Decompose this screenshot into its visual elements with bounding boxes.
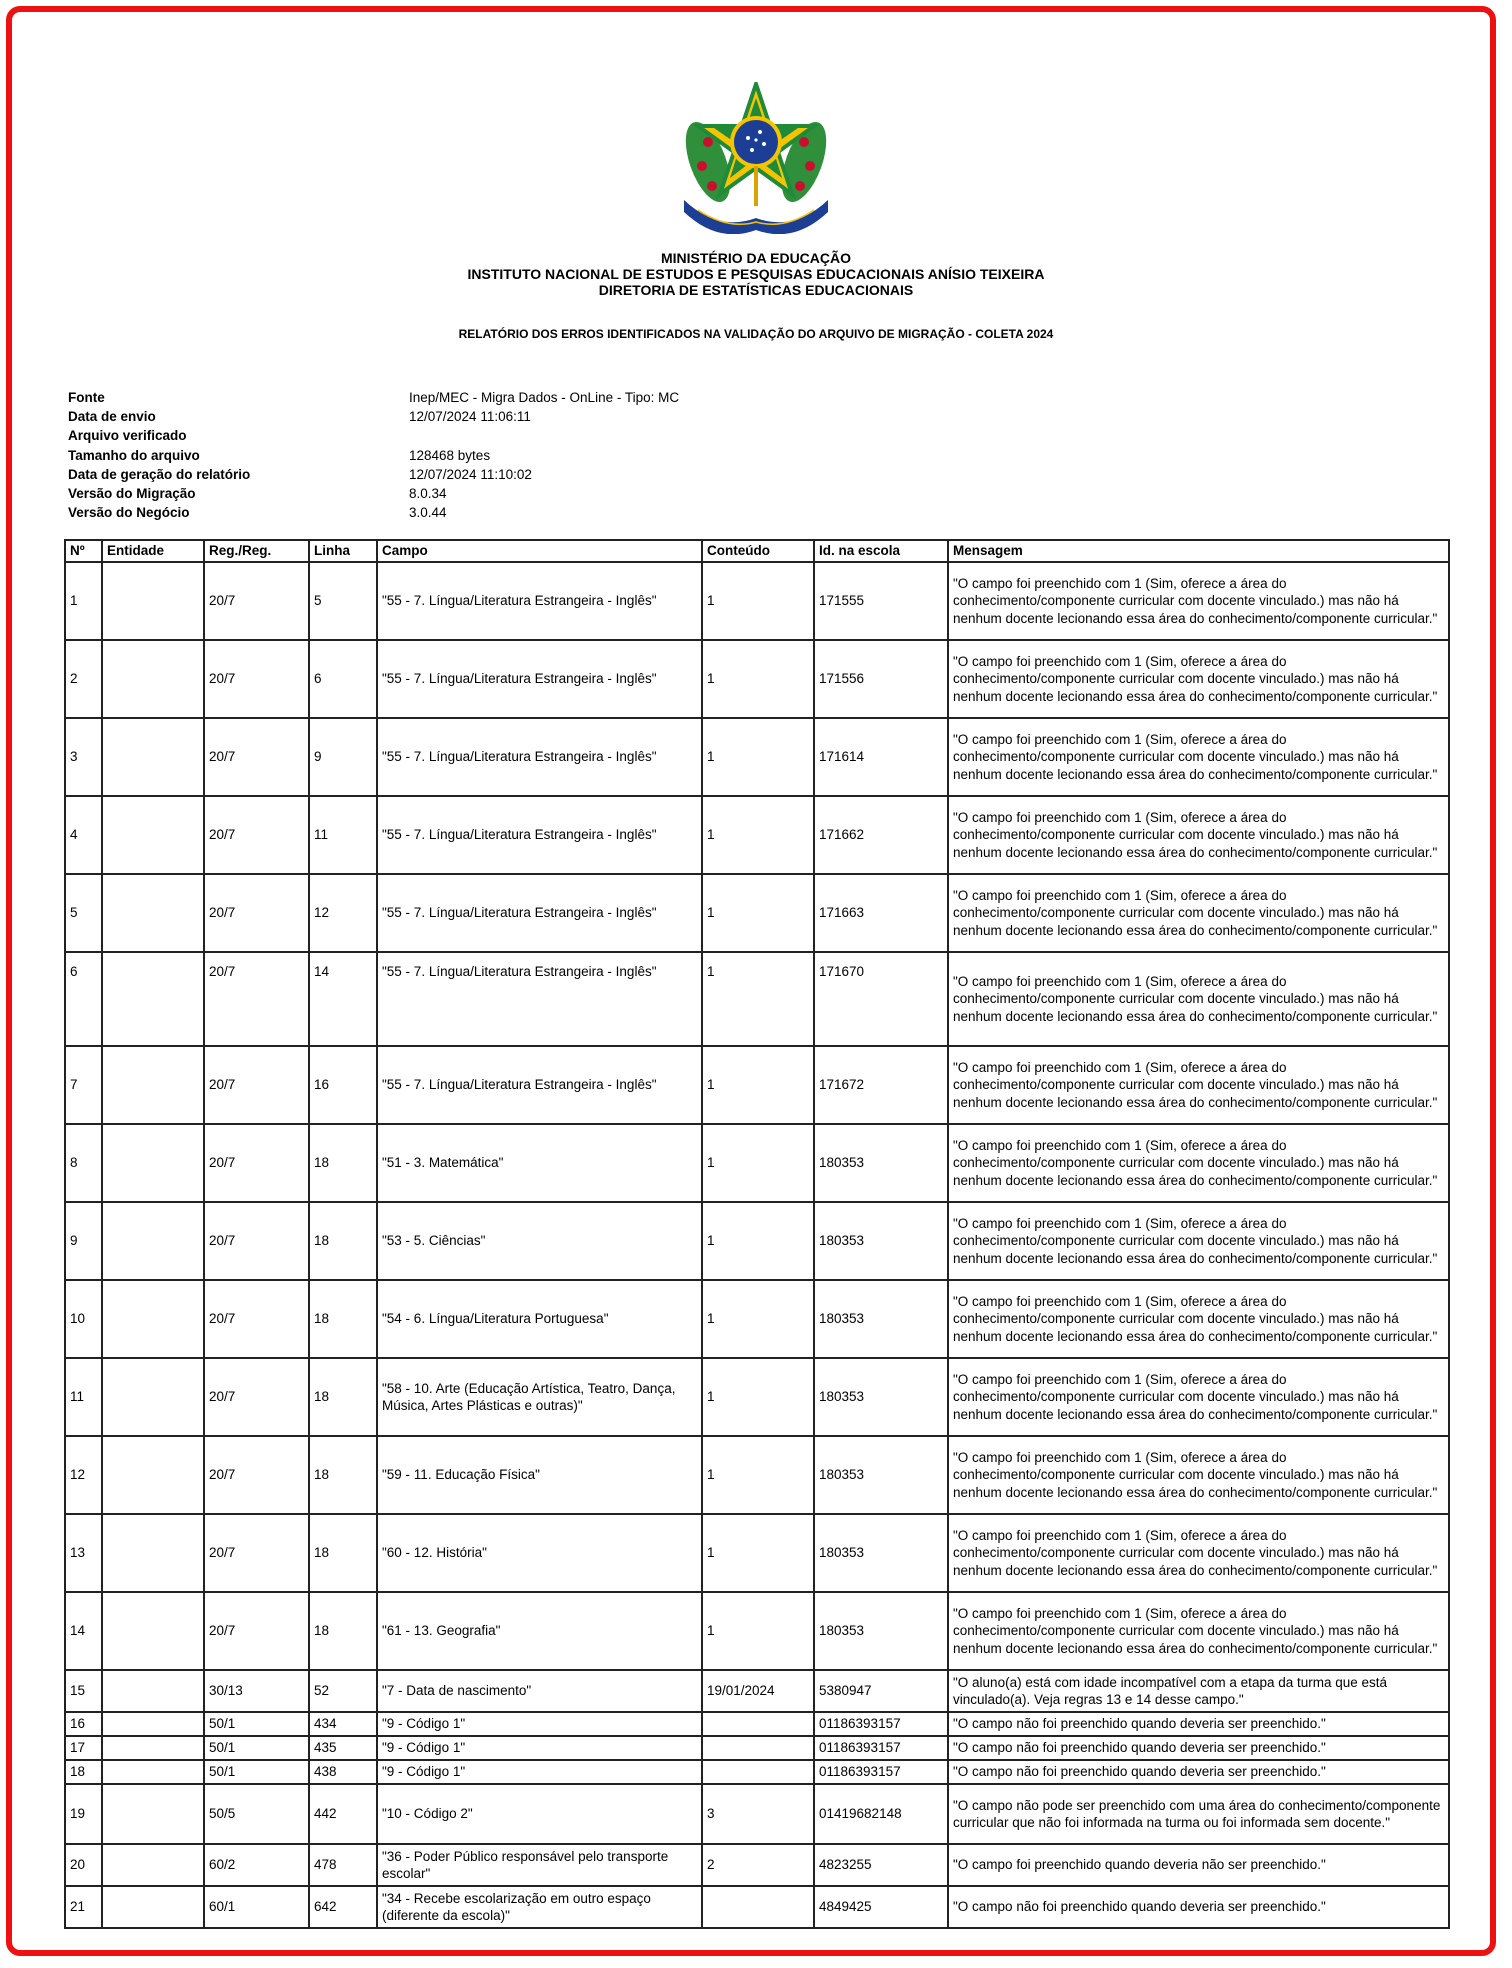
message-cell: "O campo não foi preenchido quando deveria ser preenchido." <box>948 1712 1449 1736</box>
report-metadata <box>68 388 679 522</box>
meta-row <box>68 426 679 445</box>
content-cell: 1 <box>702 1358 814 1436</box>
row-number: 3 <box>65 718 102 796</box>
record-cell: 20/7 <box>204 1514 309 1592</box>
record-cell: 50/1 <box>204 1760 309 1784</box>
line-cell: 438 <box>309 1760 377 1784</box>
directorate-name: DIRETORIA DE ESTATÍSTICAS EDUCACIONAIS <box>598 282 914 298</box>
field-cell: "58 - 10. Arte (Educação Artística, Teatro, Dança, Música, Artes Plásticas e outras)" <box>377 1358 702 1436</box>
table-row <box>65 1280 1449 1358</box>
errors-table <box>64 539 1450 1929</box>
meta-value: Inep/MEC - Migra Dados - OnLine - Tipo: MC <box>409 390 680 405</box>
content-cell: 1 <box>702 1592 814 1670</box>
content-cell <box>702 1886 814 1928</box>
content-cell: 3 <box>702 1784 814 1844</box>
line-cell: 18 <box>309 1202 377 1280</box>
school-id-cell: 4849425 <box>814 1886 948 1928</box>
table-row <box>65 1784 1449 1844</box>
field-cell: "55 - 7. Língua/Literatura Estrangeira - Inglês" <box>377 796 702 874</box>
record-cell: 20/7 <box>204 952 309 1046</box>
table-row <box>65 1670 1449 1712</box>
line-cell: 12 <box>309 874 377 952</box>
line-cell: 16 <box>309 1046 377 1124</box>
table-row <box>65 1736 1449 1760</box>
message-cell: "O campo foi preenchido com 1 (Sim, oferece a área do conhecimento/componente curricular com docente vinculado.) mas não há nenhum docente lecionando essa área do conhecimento/componente curricular." <box>948 562 1449 640</box>
row-number: 20 <box>65 1844 102 1886</box>
entity-cell <box>102 1592 204 1670</box>
school-id-cell: 180353 <box>814 1436 948 1514</box>
field-cell: "60 - 12. História" <box>377 1514 702 1592</box>
record-cell: 50/1 <box>204 1736 309 1760</box>
meta-row <box>68 465 679 484</box>
record-cell: 20/7 <box>204 796 309 874</box>
record-cell: 60/1 <box>204 1886 309 1928</box>
column-header: Nº <box>65 540 102 562</box>
record-cell: 20/7 <box>204 640 309 718</box>
line-cell: 9 <box>309 718 377 796</box>
content-cell <box>702 1712 814 1736</box>
school-id-cell: 180353 <box>814 1358 948 1436</box>
table-row <box>65 1592 1449 1670</box>
record-cell: 20/7 <box>204 718 309 796</box>
school-id-cell: 171670 <box>814 952 948 1046</box>
school-id-cell: 4823255 <box>814 1844 948 1886</box>
field-cell: "55 - 7. Língua/Literatura Estrangeira - Inglês" <box>377 874 702 952</box>
field-cell: "9 - Código 1" <box>377 1712 702 1736</box>
message-cell: "O campo foi preenchido com 1 (Sim, oferece a área do conhecimento/componente curricular com docente vinculado.) mas não há nenhum docente lecionando essa área do conhecimento/componente curricular." <box>948 718 1449 796</box>
content-cell: 1 <box>702 874 814 952</box>
line-cell: 11 <box>309 796 377 874</box>
message-cell: "O aluno(a) está com idade incompatível com a etapa da turma que está vinculado(a). Veja regras 13 e 14 desse campo." <box>948 1670 1449 1712</box>
row-number: 9 <box>65 1202 102 1280</box>
content-cell: 19/01/2024 <box>702 1670 814 1712</box>
content-cell: 1 <box>702 1280 814 1358</box>
meta-row <box>68 407 679 426</box>
line-cell: 642 <box>309 1886 377 1928</box>
entity-cell <box>102 1712 204 1736</box>
row-number: 12 <box>65 1436 102 1514</box>
meta-row <box>68 388 679 407</box>
content-cell: 1 <box>702 1046 814 1124</box>
row-number: 16 <box>65 1712 102 1736</box>
entity-cell <box>102 1844 204 1886</box>
line-cell: 18 <box>309 1280 377 1358</box>
table-row <box>65 1712 1449 1736</box>
table-row <box>65 1124 1449 1202</box>
entity-cell <box>102 1358 204 1436</box>
school-id-cell: 171672 <box>814 1046 948 1124</box>
column-header: Linha <box>309 540 377 562</box>
meta-row <box>68 503 679 522</box>
meta-label: Fonte <box>68 390 105 405</box>
school-id-cell: 171555 <box>814 562 948 640</box>
meta-label: Versão do Migração <box>68 485 196 501</box>
record-cell: 20/7 <box>204 1202 309 1280</box>
meta-value: 12/07/2024 11:06:11 <box>409 409 531 425</box>
column-header: Id. na escola <box>814 540 948 562</box>
table-row <box>65 796 1449 874</box>
record-cell: 50/1 <box>204 1712 309 1736</box>
row-number: 2 <box>65 640 102 718</box>
record-cell: 20/7 <box>204 1358 309 1436</box>
message-cell: "O campo foi preenchido com 1 (Sim, oferece a área do conhecimento/componente curricular com docente vinculado.) mas não há nenhum docente lecionando essa área do conhecimento/componente curricular." <box>948 796 1449 874</box>
school-id-cell: 171662 <box>814 796 948 874</box>
field-cell: "55 - 7. Língua/Literatura Estrangeira - Inglês" <box>377 562 702 640</box>
row-number: 10 <box>65 1280 102 1358</box>
entity-cell <box>102 874 204 952</box>
table-row <box>65 1886 1449 1928</box>
school-id-cell: 180353 <box>814 1592 948 1670</box>
row-number: 19 <box>65 1784 102 1844</box>
row-number: 15 <box>65 1670 102 1712</box>
institute-name: INSTITUTO NACIONAL DE ESTUDOS E PESQUISAS EDUCACIONAIS ANÍSIO TEIXEIRA <box>467 266 1045 282</box>
message-cell: "O campo não pode ser preenchido com uma área do conhecimento/componente curricular que não foi informada na turma ou foi informada sem docente." <box>948 1784 1449 1844</box>
message-cell: "O campo não foi preenchido quando deveria ser preenchido." <box>948 1760 1449 1784</box>
content-cell: 1 <box>702 1436 814 1514</box>
line-cell: 434 <box>309 1712 377 1736</box>
row-number: 5 <box>65 874 102 952</box>
entity-cell <box>102 1046 204 1124</box>
row-number: 1 <box>65 562 102 640</box>
table-row <box>65 1046 1449 1124</box>
message-cell: "O campo foi preenchido com 1 (Sim, oferece a área do conhecimento/componente curricular com docente vinculado.) mas não há nenhum docente lecionando essa área do conhecimento/componente curricular." <box>948 1280 1449 1358</box>
entity-cell <box>102 1124 204 1202</box>
message-cell: "O campo foi preenchido com 1 (Sim, oferece a área do conhecimento/componente curricular com docente vinculado.) mas não há nenhum docente lecionando essa área do conhecimento/componente curricular." <box>948 1436 1449 1514</box>
meta-row <box>68 484 679 503</box>
table-row <box>65 952 1449 1046</box>
field-cell: "36 - Poder Público responsável pelo transporte escolar" <box>377 1844 702 1886</box>
record-cell: 30/13 <box>204 1670 309 1712</box>
row-number: 13 <box>65 1514 102 1592</box>
entity-cell <box>102 1784 204 1844</box>
message-cell: "O campo foi preenchido com 1 (Sim, oferece a área do conhecimento/componente curricular com docente vinculado.) mas não há nenhum docente lecionando essa área do conhecimento/componente curricular." <box>948 1202 1449 1280</box>
line-cell: 18 <box>309 1124 377 1202</box>
table-row <box>65 562 1449 640</box>
message-cell: "O campo foi preenchido com 1 (Sim, oferece a área do conhecimento/componente curricular com docente vinculado.) mas não há nenhum docente lecionando essa área do conhecimento/componente curricular." <box>948 1514 1449 1592</box>
meta-value: 3.0.44 <box>409 505 447 521</box>
record-cell: 20/7 <box>204 1436 309 1514</box>
record-cell: 20/7 <box>204 1280 309 1358</box>
school-id-cell: 5380947 <box>814 1670 948 1712</box>
entity-cell <box>102 952 204 1046</box>
entity-cell <box>102 1202 204 1280</box>
meta-label: Data de envio <box>68 409 156 425</box>
field-cell: "54 - 6. Língua/Literatura Portuguesa" <box>377 1280 702 1358</box>
field-cell: "10 - Código 2" <box>377 1784 702 1844</box>
field-cell: "61 - 13. Geografia" <box>377 1592 702 1670</box>
school-id-cell: 01186393157 <box>814 1760 948 1784</box>
row-number: 18 <box>65 1760 102 1784</box>
field-cell: "9 - Código 1" <box>377 1760 702 1784</box>
entity-cell <box>102 1436 204 1514</box>
entity-cell <box>102 640 204 718</box>
message-cell: "O campo não foi preenchido quando deveria ser preenchido." <box>948 1736 1449 1760</box>
entity-cell <box>102 1736 204 1760</box>
table-row <box>65 874 1449 952</box>
column-header: Campo <box>377 540 702 562</box>
row-number: 8 <box>65 1124 102 1202</box>
field-cell: "53 - 5. Ciências" <box>377 1202 702 1280</box>
meta-value: 12/07/2024 11:10:02 <box>409 466 532 482</box>
entity-cell <box>102 796 204 874</box>
entity-cell <box>102 1670 204 1712</box>
message-cell: "O campo foi preenchido com 1 (Sim, oferece a área do conhecimento/componente curricular com docente vinculado.) mas não há nenhum docente lecionando essa área do conhecimento/componente curricular." <box>948 874 1449 952</box>
line-cell: 6 <box>309 640 377 718</box>
record-cell: 20/7 <box>204 1046 309 1124</box>
entity-cell <box>102 1760 204 1784</box>
message-cell: "O campo foi preenchido com 1 (Sim, oferece a área do conhecimento/componente curricular com docente vinculado.) mas não há nenhum docente lecionando essa área do conhecimento/componente curricular." <box>948 1358 1449 1436</box>
field-cell: "55 - 7. Língua/Literatura Estrangeira - Inglês" <box>377 952 702 1046</box>
report-title: RELATÓRIO DOS ERROS IDENTIFICADOS NA VALIDAÇÃO DO ARQUIVO DE MIGRAÇÃO - COLETA 2024 <box>458 327 1054 341</box>
line-cell: 442 <box>309 1784 377 1844</box>
content-cell: 1 <box>702 1124 814 1202</box>
message-cell: "O campo foi preenchido com 1 (Sim, oferece a área do conhecimento/componente curricular com docente vinculado.) mas não há nenhum docente lecionando essa área do conhecimento/componente curricular." <box>948 640 1449 718</box>
school-id-cell: 171556 <box>814 640 948 718</box>
record-cell: 50/5 <box>204 1784 309 1844</box>
row-number: 14 <box>65 1592 102 1670</box>
field-cell: "59 - 11. Educação Física" <box>377 1436 702 1514</box>
table-row <box>65 1844 1449 1886</box>
message-cell: "O campo foi preenchido com 1 (Sim, oferece a área do conhecimento/componente curricular com docente vinculado.) mas não há nenhum docente lecionando essa área do conhecimento/componente curricular." <box>948 1592 1449 1670</box>
school-id-cell: 180353 <box>814 1280 948 1358</box>
field-cell: "34 - Recebe escolarização em outro espaço (diferente da escola)" <box>377 1886 702 1928</box>
coat-of-arms-emblem <box>678 82 834 234</box>
row-number: 6 <box>65 952 102 1046</box>
content-cell <box>702 1760 814 1784</box>
table-body <box>65 562 1449 1928</box>
row-number: 17 <box>65 1736 102 1760</box>
meta-row <box>68 446 679 465</box>
row-number: 4 <box>65 796 102 874</box>
school-id-cell: 01419682148 <box>814 1784 948 1844</box>
record-cell: 20/7 <box>204 874 309 952</box>
field-cell: "9 - Código 1" <box>377 1736 702 1760</box>
content-cell: 1 <box>702 952 814 1046</box>
meta-label: Data de geração do relatório <box>68 466 251 482</box>
row-number: 21 <box>65 1886 102 1928</box>
table-row <box>65 1358 1449 1436</box>
meta-label: Tamanho do arquivo <box>68 447 200 463</box>
field-cell: "55 - 7. Língua/Literatura Estrangeira - Inglês" <box>377 1046 702 1124</box>
school-id-cell: 180353 <box>814 1202 948 1280</box>
content-cell: 1 <box>702 640 814 718</box>
content-cell: 1 <box>702 562 814 640</box>
ministry-name: MINISTÉRIO DA EDUCAÇÃO <box>660 250 852 266</box>
record-cell: 20/7 <box>204 1124 309 1202</box>
document-header <box>0 250 1512 298</box>
content-cell: 2 <box>702 1844 814 1886</box>
column-header: Reg./Reg. <box>204 540 309 562</box>
field-cell: "7 - Data de nascimento" <box>377 1670 702 1712</box>
line-cell: 18 <box>309 1592 377 1670</box>
table-row <box>65 718 1449 796</box>
content-cell <box>702 1736 814 1760</box>
line-cell: 478 <box>309 1844 377 1886</box>
message-cell: "O campo foi preenchido com 1 (Sim, oferece a área do conhecimento/componente curricular com docente vinculado.) mas não há nenhum docente lecionando essa área do conhecimento/componente curricular." <box>948 952 1449 1046</box>
line-cell: 14 <box>309 952 377 1046</box>
school-id-cell: 180353 <box>814 1124 948 1202</box>
table-row <box>65 640 1449 718</box>
field-cell: "55 - 7. Língua/Literatura Estrangeira - Inglês" <box>377 640 702 718</box>
table-row <box>65 1760 1449 1784</box>
table-row <box>65 1436 1449 1514</box>
content-cell: 1 <box>702 718 814 796</box>
column-header: Conteúdo <box>702 540 814 562</box>
school-id-cell: 01186393157 <box>814 1712 948 1736</box>
entity-cell <box>102 562 204 640</box>
column-header: Entidade <box>102 540 204 562</box>
field-cell: "51 - 3. Matemática" <box>377 1124 702 1202</box>
message-cell: "O campo foi preenchido quando deveria não ser preenchido." <box>948 1844 1449 1886</box>
school-id-cell: 171663 <box>814 874 948 952</box>
school-id-cell: 180353 <box>814 1514 948 1592</box>
line-cell: 435 <box>309 1736 377 1760</box>
row-number: 7 <box>65 1046 102 1124</box>
school-id-cell: 171614 <box>814 718 948 796</box>
content-cell: 1 <box>702 1202 814 1280</box>
entity-cell <box>102 1280 204 1358</box>
record-cell: 60/2 <box>204 1844 309 1886</box>
meta-label: Arquivo verificado <box>68 428 187 444</box>
line-cell: 5 <box>309 562 377 640</box>
meta-value: 128468 bytes <box>409 447 491 463</box>
meta-label: Versão do Negócio <box>68 505 190 521</box>
line-cell: 18 <box>309 1514 377 1592</box>
column-header: Mensagem <box>948 540 1449 562</box>
line-cell: 18 <box>309 1358 377 1436</box>
record-cell: 20/7 <box>204 562 309 640</box>
entity-cell <box>102 1514 204 1592</box>
row-number: 11 <box>65 1358 102 1436</box>
content-cell: 1 <box>702 1514 814 1592</box>
message-cell: "O campo não foi preenchido quando deveria ser preenchido." <box>948 1886 1449 1928</box>
entity-cell <box>102 1886 204 1928</box>
content-cell: 1 <box>702 796 814 874</box>
line-cell: 18 <box>309 1436 377 1514</box>
message-cell: "O campo foi preenchido com 1 (Sim, oferece a área do conhecimento/componente curricular com docente vinculado.) mas não há nenhum docente lecionando essa área do conhecimento/componente curricular." <box>948 1046 1449 1124</box>
meta-value: 8.0.34 <box>409 485 447 501</box>
field-cell: "55 - 7. Língua/Literatura Estrangeira - Inglês" <box>377 718 702 796</box>
message-cell: "O campo foi preenchido com 1 (Sim, oferece a área do conhecimento/componente curricular com docente vinculado.) mas não há nenhum docente lecionando essa área do conhecimento/componente curricular." <box>948 1124 1449 1202</box>
table-row <box>65 1514 1449 1592</box>
entity-cell <box>102 718 204 796</box>
table-header-row <box>65 540 1449 562</box>
school-id-cell: 01186393157 <box>814 1736 948 1760</box>
table-row <box>65 1202 1449 1280</box>
line-cell: 52 <box>309 1670 377 1712</box>
record-cell: 20/7 <box>204 1592 309 1670</box>
